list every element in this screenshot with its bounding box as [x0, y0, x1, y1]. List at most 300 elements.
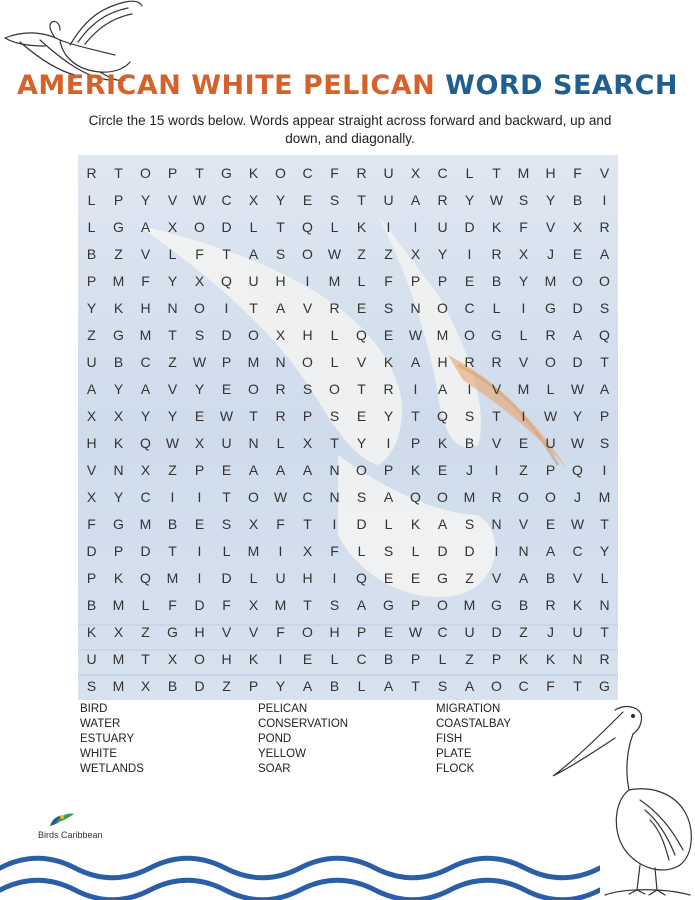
grid-letter[interactable]: Z [168, 461, 177, 478]
grid-letter[interactable]: P [113, 191, 124, 208]
grid-letter[interactable]: Y [275, 191, 286, 208]
grid-letter[interactable]: N [491, 515, 502, 532]
grid-letter[interactable]: P [383, 461, 394, 478]
grid-letter[interactable]: L [546, 380, 555, 397]
grid-letter[interactable]: I [494, 542, 499, 559]
grid-letter[interactable]: T [222, 488, 231, 505]
grid-letter[interactable]: Y [194, 380, 205, 397]
grid-letter[interactable]: N [167, 299, 178, 316]
grid-letter[interactable]: T [168, 542, 177, 559]
grid-letter[interactable]: I [521, 299, 526, 316]
grid-letter[interactable]: D [140, 542, 151, 559]
grid-letter[interactable]: W [570, 434, 585, 451]
grid-letter[interactable]: D [572, 353, 583, 370]
grid-letter[interactable]: O [275, 164, 286, 181]
grid-letter[interactable]: W [489, 191, 504, 208]
grid-letter[interactable]: Y [518, 272, 529, 289]
grid-letter[interactable]: I [413, 218, 418, 235]
grid-letter[interactable]: I [602, 191, 607, 208]
grid-letter[interactable]: V [140, 245, 151, 262]
grid-letter[interactable]: K [356, 218, 367, 235]
grid-letter[interactable]: L [330, 650, 339, 667]
grid-letter[interactable]: I [521, 407, 526, 424]
grid-letter[interactable]: T [303, 596, 312, 613]
grid-letter[interactable]: Y [437, 245, 448, 262]
grid-letter[interactable]: E [464, 272, 475, 289]
grid-letter[interactable]: X [86, 488, 97, 505]
grid-letter[interactable]: R [329, 299, 340, 316]
grid-letter[interactable]: I [494, 461, 499, 478]
grid-letter[interactable]: Q [356, 569, 367, 586]
grid-letter[interactable]: M [463, 488, 476, 505]
grid-letter[interactable]: G [545, 299, 556, 316]
grid-letter[interactable]: U [383, 164, 394, 181]
grid-letter[interactable]: V [545, 218, 556, 235]
grid-letter[interactable]: Z [87, 326, 96, 343]
grid-letter[interactable]: P [437, 272, 448, 289]
grid-letter[interactable]: N [572, 650, 583, 667]
grid-letter[interactable]: K [113, 569, 124, 586]
grid-letter[interactable]: G [113, 218, 124, 235]
grid-letter[interactable]: C [140, 488, 151, 505]
grid-letter[interactable]: R [491, 245, 502, 262]
grid-letter[interactable]: L [465, 164, 474, 181]
grid-letter[interactable]: H [194, 623, 205, 640]
grid-letter[interactable]: L [519, 326, 528, 343]
grid-letter[interactable]: I [467, 245, 472, 262]
grid-letter[interactable]: Q [140, 434, 151, 451]
grid-letter[interactable]: M [463, 596, 476, 613]
grid-letter[interactable]: Z [222, 677, 231, 694]
grid-letter[interactable]: F [141, 272, 150, 289]
grid-letter[interactable]: E [572, 245, 583, 262]
grid-letter[interactable]: W [570, 515, 585, 532]
grid-letter[interactable]: Q [437, 407, 448, 424]
grid-letter[interactable]: V [491, 380, 502, 397]
grid-letter[interactable]: R [545, 326, 556, 343]
grid-letter[interactable]: I [197, 542, 202, 559]
grid-letter[interactable]: L [249, 218, 258, 235]
grid-letter[interactable]: X [140, 461, 151, 478]
grid-letter[interactable]: K [410, 515, 421, 532]
grid-letter[interactable]: F [330, 164, 339, 181]
grid-letter[interactable]: J [547, 245, 554, 262]
grid-letter[interactable]: H [86, 434, 97, 451]
grid-letter[interactable]: X [248, 596, 259, 613]
grid-letter[interactable]: M [247, 542, 260, 559]
grid-letter[interactable]: T [330, 434, 339, 451]
grid-letter[interactable]: D [491, 623, 502, 640]
grid-letter[interactable]: E [221, 461, 232, 478]
grid-letter[interactable]: B [113, 353, 124, 370]
grid-letter[interactable]: H [302, 326, 313, 343]
grid-letter[interactable]: Y [545, 191, 556, 208]
grid-letter[interactable]: X [302, 542, 313, 559]
grid-letter[interactable]: D [221, 218, 232, 235]
grid-letter[interactable]: N [329, 461, 340, 478]
grid-letter[interactable]: A [572, 326, 583, 343]
grid-letter[interactable]: O [302, 353, 313, 370]
grid-letter[interactable]: B [167, 515, 178, 532]
grid-letter[interactable]: T [357, 380, 366, 397]
grid-letter[interactable]: M [112, 272, 125, 289]
grid-letter[interactable]: K [86, 623, 97, 640]
grid-letter[interactable]: I [197, 569, 202, 586]
grid-letter[interactable]: X [248, 191, 259, 208]
grid-letter[interactable]: D [221, 569, 232, 586]
grid-letter[interactable]: P [248, 677, 259, 694]
grid-letter[interactable]: O [248, 380, 259, 397]
grid-letter[interactable]: H [302, 569, 313, 586]
grid-letter[interactable]: P [599, 407, 610, 424]
grid-letter[interactable]: L [168, 245, 177, 262]
grid-letter[interactable]: E [302, 191, 313, 208]
grid-letter[interactable]: C [302, 488, 313, 505]
grid-letter[interactable]: X [167, 218, 178, 235]
grid-letter[interactable]: N [275, 353, 286, 370]
grid-letter[interactable]: F [276, 623, 285, 640]
grid-letter[interactable]: I [413, 380, 418, 397]
grid-letter[interactable]: T [114, 164, 123, 181]
grid-letter[interactable]: A [410, 353, 421, 370]
grid-letter[interactable]: C [140, 353, 151, 370]
grid-letter[interactable]: Z [114, 245, 123, 262]
grid-letter[interactable]: V [491, 434, 502, 451]
grid-letter[interactable]: O [248, 488, 259, 505]
grid-letter[interactable]: J [574, 488, 581, 505]
grid-letter[interactable]: I [332, 569, 337, 586]
grid-letter[interactable]: K [113, 299, 124, 316]
grid-letter[interactable]: S [356, 488, 367, 505]
grid-letter[interactable]: L [384, 515, 393, 532]
grid-letter[interactable]: W [192, 191, 207, 208]
grid-letter[interactable]: T [600, 623, 609, 640]
grid-letter[interactable]: K [572, 596, 583, 613]
grid-letter[interactable]: E [545, 515, 556, 532]
grid-letter[interactable]: G [491, 596, 502, 613]
grid-letter[interactable]: C [464, 299, 475, 316]
grid-letter[interactable]: W [543, 407, 558, 424]
grid-letter[interactable]: F [87, 515, 96, 532]
grid-letter[interactable]: R [491, 353, 502, 370]
grid-letter[interactable]: V [491, 569, 502, 586]
grid-letter[interactable]: F [384, 272, 393, 289]
grid-letter[interactable]: X [140, 677, 151, 694]
grid-letter[interactable]: Y [140, 407, 151, 424]
grid-letter[interactable]: L [87, 218, 96, 235]
grid-letter[interactable]: L [222, 542, 231, 559]
grid-letter[interactable]: M [517, 164, 530, 181]
grid-letter[interactable]: Y [383, 407, 394, 424]
grid-letter[interactable]: S [599, 299, 610, 316]
grid-letter[interactable]: G [221, 164, 232, 181]
grid-letter[interactable]: E [383, 623, 394, 640]
grid-letter[interactable]: P [545, 461, 556, 478]
grid-letter[interactable]: Q [599, 326, 610, 343]
grid-letter[interactable]: G [491, 326, 502, 343]
grid-letter[interactable]: U [464, 623, 475, 640]
grid-letter[interactable]: W [408, 623, 423, 640]
grid-letter[interactable]: T [168, 326, 177, 343]
grid-letter[interactable]: B [491, 272, 502, 289]
grid-letter[interactable]: H [437, 353, 448, 370]
grid-letter[interactable]: A [410, 191, 421, 208]
grid-letter[interactable]: P [410, 650, 421, 667]
grid-letter[interactable]: D [356, 515, 367, 532]
grid-letter[interactable]: A [599, 245, 610, 262]
grid-letter[interactable]: D [194, 596, 205, 613]
grid-letter[interactable]: K [437, 434, 448, 451]
grid-letter[interactable]: O [140, 164, 151, 181]
grid-letter[interactable]: E [194, 515, 205, 532]
grid-letter[interactable]: T [222, 245, 231, 262]
grid-letter[interactable]: A [518, 569, 529, 586]
grid-letter[interactable]: M [112, 596, 125, 613]
grid-letter[interactable]: T [492, 164, 501, 181]
grid-letter[interactable]: B [518, 596, 529, 613]
grid-letter[interactable]: K [383, 353, 394, 370]
grid-letter[interactable]: T [195, 164, 204, 181]
grid-letter[interactable]: O [302, 245, 313, 262]
grid-letter[interactable]: O [329, 380, 340, 397]
grid-letter[interactable]: A [383, 677, 394, 694]
grid-letter[interactable]: T [492, 407, 501, 424]
grid-letter[interactable]: I [332, 515, 337, 532]
grid-letter[interactable]: O [302, 623, 313, 640]
grid-letter[interactable]: O [194, 299, 205, 316]
grid-letter[interactable]: O [437, 299, 448, 316]
grid-letter[interactable]: H [275, 272, 286, 289]
grid-letter[interactable]: L [357, 542, 366, 559]
grid-letter[interactable]: U [383, 191, 394, 208]
grid-letter[interactable]: S [329, 596, 340, 613]
grid-letter[interactable]: B [329, 677, 340, 694]
grid-letter[interactable]: Z [168, 353, 177, 370]
grid-letter[interactable]: V [572, 569, 583, 586]
grid-letter[interactable]: A [437, 380, 448, 397]
grid-letter[interactable]: M [139, 515, 152, 532]
grid-letter[interactable]: S [329, 407, 340, 424]
grid-letter[interactable]: Z [519, 461, 528, 478]
grid-letter[interactable]: Y [86, 299, 97, 316]
grid-letter[interactable]: N [599, 596, 610, 613]
grid-letter[interactable]: X [167, 650, 178, 667]
grid-letter[interactable]: Y [167, 272, 178, 289]
grid-letter[interactable]: X [113, 407, 124, 424]
grid-letter[interactable]: L [357, 272, 366, 289]
grid-letter[interactable]: C [437, 623, 448, 640]
grid-letter[interactable]: E [437, 461, 448, 478]
grid-letter[interactable]: Y [464, 191, 475, 208]
grid-letter[interactable]: T [276, 218, 285, 235]
grid-letter[interactable]: N [113, 461, 124, 478]
grid-letter[interactable]: S [221, 515, 232, 532]
grid-letter[interactable]: Y [113, 380, 124, 397]
grid-letter[interactable]: I [602, 461, 607, 478]
grid-letter[interactable]: W [219, 407, 234, 424]
grid-letter[interactable]: Y [167, 407, 178, 424]
grid-letter[interactable]: U [248, 272, 259, 289]
grid-letter[interactable]: Z [465, 569, 474, 586]
grid-letter[interactable]: M [544, 272, 557, 289]
grid-letter[interactable]: A [599, 380, 610, 397]
grid-letter[interactable]: V [248, 623, 259, 640]
grid-letter[interactable]: R [356, 164, 367, 181]
grid-letter[interactable]: R [599, 218, 610, 235]
grid-letter[interactable]: B [383, 650, 394, 667]
grid-letter[interactable]: P [410, 272, 421, 289]
grid-letter[interactable]: O [437, 488, 448, 505]
grid-letter[interactable]: T [573, 677, 582, 694]
grid-letter[interactable]: S [599, 434, 610, 451]
grid-letter[interactable]: D [221, 326, 232, 343]
grid-letter[interactable]: E [356, 299, 367, 316]
grid-letter[interactable]: V [356, 353, 367, 370]
grid-letter[interactable]: O [464, 326, 475, 343]
grid-letter[interactable]: P [356, 623, 367, 640]
grid-letter[interactable]: U [221, 434, 232, 451]
grid-letter[interactable]: D [572, 299, 583, 316]
grid-letter[interactable]: E [383, 326, 394, 343]
grid-letter[interactable]: F [330, 542, 339, 559]
grid-letter[interactable]: C [572, 542, 583, 559]
grid-letter[interactable]: A [302, 461, 313, 478]
grid-letter[interactable]: Q [302, 218, 313, 235]
grid-letter[interactable]: I [305, 272, 310, 289]
grid-letter[interactable]: A [275, 461, 286, 478]
grid-letter[interactable]: O [599, 272, 610, 289]
grid-letter[interactable]: S [275, 245, 286, 262]
grid-letter[interactable]: Y [140, 191, 151, 208]
grid-letter[interactable]: Y [275, 677, 286, 694]
grid-letter[interactable]: Q [140, 569, 151, 586]
grid-letter[interactable]: O [545, 488, 556, 505]
grid-letter[interactable]: E [410, 569, 421, 586]
grid-letter[interactable]: W [327, 245, 342, 262]
grid-letter[interactable]: G [437, 569, 448, 586]
grid-letter[interactable]: K [113, 434, 124, 451]
grid-letter[interactable]: P [86, 272, 97, 289]
grid-letter[interactable]: L [357, 677, 366, 694]
grid-letter[interactable]: H [329, 623, 340, 640]
grid-letter[interactable]: O [545, 353, 556, 370]
grid-letter[interactable]: L [249, 569, 258, 586]
grid-letter[interactable]: Z [141, 623, 150, 640]
grid-letter[interactable]: L [411, 542, 420, 559]
grid-letter[interactable]: B [572, 191, 583, 208]
grid-letter[interactable]: X [113, 623, 124, 640]
grid-letter[interactable]: M [274, 596, 287, 613]
grid-letter[interactable]: S [329, 191, 340, 208]
grid-letter[interactable]: L [438, 650, 447, 667]
grid-letter[interactable]: R [275, 380, 286, 397]
grid-letter[interactable]: M [598, 488, 611, 505]
grid-letter[interactable]: F [546, 677, 555, 694]
grid-letter[interactable]: S [464, 515, 475, 532]
grid-letter[interactable]: F [519, 218, 528, 235]
grid-letter[interactable]: P [491, 650, 502, 667]
grid-letter[interactable]: V [599, 164, 610, 181]
grid-letter[interactable]: H [545, 164, 556, 181]
grid-letter[interactable]: M [517, 380, 530, 397]
grid-letter[interactable]: Q [572, 461, 583, 478]
grid-letter[interactable]: Y [599, 542, 610, 559]
grid-letter[interactable]: N [248, 434, 259, 451]
grid-letter[interactable]: B [464, 434, 475, 451]
grid-letter[interactable]: Y [113, 488, 124, 505]
grid-letter[interactable]: S [383, 542, 394, 559]
grid-letter[interactable]: F [276, 515, 285, 532]
grid-letter[interactable]: Z [465, 650, 474, 667]
grid-letter[interactable]: A [86, 380, 97, 397]
grid-letter[interactable]: L [276, 434, 285, 451]
grid-letter[interactable]: A [140, 218, 151, 235]
grid-letter[interactable]: Q [356, 326, 367, 343]
grid-letter[interactable]: S [464, 407, 475, 424]
grid-letter[interactable]: U [86, 353, 97, 370]
grid-letter[interactable]: U [86, 650, 97, 667]
grid-letter[interactable]: R [275, 407, 286, 424]
grid-letter[interactable]: T [357, 191, 366, 208]
grid-letter[interactable]: M [112, 650, 125, 667]
grid-letter[interactable]: X [302, 434, 313, 451]
grid-letter[interactable]: Z [519, 623, 528, 640]
grid-letter[interactable]: A [464, 677, 475, 694]
grid-letter[interactable]: P [167, 164, 178, 181]
grid-letter[interactable]: Y [572, 407, 583, 424]
grid-letter[interactable]: R [491, 488, 502, 505]
grid-letter[interactable]: T [303, 515, 312, 532]
grid-letter[interactable]: V [86, 461, 97, 478]
grid-letter[interactable]: O [194, 650, 205, 667]
grid-letter[interactable]: I [224, 299, 229, 316]
grid-letter[interactable]: V [302, 299, 313, 316]
grid-letter[interactable]: P [302, 407, 313, 424]
grid-letter[interactable]: V [518, 353, 529, 370]
grid-letter[interactable]: I [278, 542, 283, 559]
grid-letter[interactable]: K [518, 650, 529, 667]
grid-letter[interactable]: M [436, 326, 449, 343]
grid-letter[interactable]: O [518, 488, 529, 505]
grid-letter[interactable]: W [165, 434, 180, 451]
grid-letter[interactable]: U [275, 569, 286, 586]
grid-letter[interactable]: W [408, 326, 423, 343]
grid-letter[interactable]: E [383, 569, 394, 586]
grid-letter[interactable]: T [600, 353, 609, 370]
grid-letter[interactable]: A [545, 542, 556, 559]
grid-letter[interactable]: H [140, 299, 151, 316]
grid-letter[interactable]: O [491, 677, 502, 694]
grid-letter[interactable]: V [221, 623, 232, 640]
grid-letter[interactable]: A [383, 488, 394, 505]
grid-letter[interactable]: S [194, 326, 205, 343]
grid-letter[interactable]: B [86, 245, 97, 262]
grid-letter[interactable]: Z [357, 245, 366, 262]
grid-letter[interactable]: T [249, 407, 258, 424]
grid-letter[interactable]: O [437, 596, 448, 613]
grid-letter[interactable]: S [518, 191, 529, 208]
grid-letter[interactable]: T [411, 677, 420, 694]
grid-letter[interactable]: Y [356, 434, 367, 451]
grid-letter[interactable]: P [410, 434, 421, 451]
grid-letter[interactable]: I [386, 434, 391, 451]
grid-letter[interactable]: C [221, 191, 232, 208]
grid-letter[interactable]: X [86, 407, 97, 424]
grid-letter[interactable]: S [383, 299, 394, 316]
grid-letter[interactable]: G [167, 623, 178, 640]
grid-letter[interactable]: I [467, 380, 472, 397]
grid-letter[interactable]: W [570, 380, 585, 397]
